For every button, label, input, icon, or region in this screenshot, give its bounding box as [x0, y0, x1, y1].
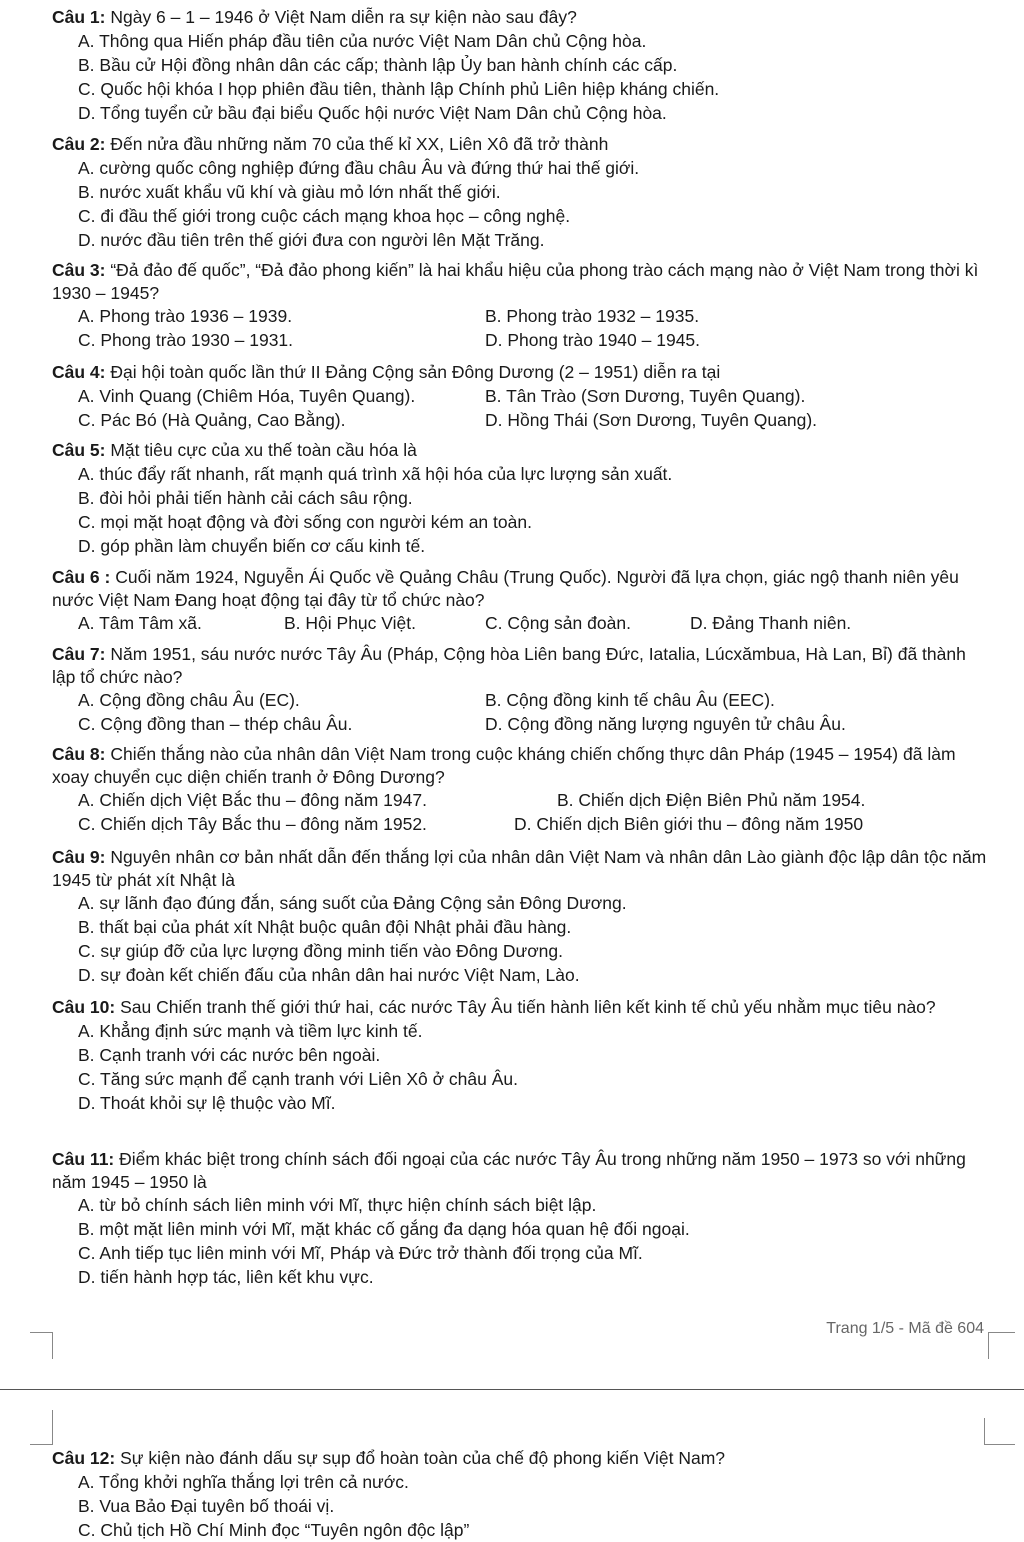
question-stem	[0, 643, 1024, 688]
question-stem	[0, 996, 1024, 1019]
question-1	[0, 6, 1024, 125]
option-a: A. sự lãnh đạo đúng đắn, sáng suốt của Đảng Cộng sản Đông Dương.	[78, 893, 627, 913]
question-text: Sự kiện nào đánh dấu sự sụp đổ hoàn toàn của chế độ phong kiến Việt Nam?	[115, 1448, 726, 1468]
option-d: D. tiến hành hợp tác, liên kết khu vực.	[78, 1267, 374, 1287]
option-a: A. Cộng đồng châu Âu (EC).	[78, 690, 300, 710]
option-a: A. Khẳng định sức mạnh và tiềm lực kinh tế.	[78, 1020, 423, 1041]
question-5	[0, 439, 1024, 558]
option-b: B. Chiến dịch Điện Biên Phủ năm 1954.	[557, 790, 866, 810]
question-3	[0, 259, 1024, 352]
question-10	[0, 996, 1024, 1115]
page-break-line	[0, 1389, 1024, 1390]
question-stem	[0, 259, 1024, 304]
option-b: B. Cộng đồng kinh tế châu Âu (EEC).	[485, 690, 775, 710]
question-text: Cuối năm 1924, Nguyễn Ái Quốc về Quảng Châu (Trung Quốc). Người đã lựa chọn, giác ngộ thanh niên yêu nước Việt Nam Đang hoạt động tại đây từ tổ chức nào?	[52, 567, 959, 610]
option-c: C. đi đầu thế giới trong cuộc cách mạng khoa học – công nghệ.	[78, 205, 571, 226]
option-a: A. Tâm Tâm xã.	[78, 613, 202, 633]
option-c: C. Cộng đồng than – thép châu Âu.	[78, 714, 353, 734]
question-6	[0, 566, 1024, 635]
question-11	[0, 1148, 1024, 1289]
question-stem	[0, 846, 1024, 891]
option-c: C. Quốc hội khóa I họp phiên đầu tiên, thành lập Chính phủ Liên hiệp kháng chiến.	[78, 78, 720, 99]
option-a: A. thúc đẩy rất nhanh, rất mạnh quá trình xã hội hóa của lực lượng sản xuất.	[78, 463, 673, 484]
option-a: A. Thông qua Hiến pháp đầu tiên của nước Việt Nam Dân chủ Cộng hòa.	[78, 30, 647, 51]
option-c: C. Pác Bó (Hà Quảng, Cao Bằng).	[78, 409, 346, 430]
option-b: B. một mặt liên minh với Mĩ, mặt khác cố gắng đa dạng hóa quan hệ đối ngoại.	[78, 1219, 690, 1239]
option-b: B. thất bại của phát xít Nhật buộc quân đội Nhật phải đầu hàng.	[78, 917, 572, 937]
option-d: D. Tổng tuyển cử bầu đại biểu Quốc hội nước Việt Nam Dân chủ Cộng hòa.	[78, 102, 667, 123]
question-label: Câu 10:	[52, 997, 116, 1017]
question-12	[0, 1447, 1024, 1542]
question-text: “Đả đảo đế quốc”, “Đả đảo phong kiến” là hai khẩu hiệu của phong trào cách mạng nào ở Việt Nam trong thời kì 1930 – 1945?	[52, 260, 979, 303]
question-9	[0, 846, 1024, 987]
question-text: Chiến thắng nào của nhân dân Việt Nam trong cuộc kháng chiến chống thực dân Pháp (1945 – 1954) đã làm xoay chuyển cục diện chiến tranh ở Đông Dương?	[52, 744, 956, 787]
option-d: D. Phong trào 1940 – 1945.	[485, 330, 701, 350]
question-label: Câu 6 :	[52, 567, 111, 587]
question-text: Ngày 6 – 1 – 1946 ở Việt Nam diễn ra sự kiện nào sau đây?	[105, 7, 577, 27]
option-c: C. Chủ tịch Hồ Chí Minh đọc “Tuyên ngôn độc lập”	[78, 1519, 470, 1540]
option-d: D. Hồng Thái (Sơn Dương, Tuyên Quang).	[485, 409, 818, 430]
option-a: A. từ bỏ chính sách liên minh với Mĩ, thực hiện chính sách biệt lập.	[78, 1195, 597, 1215]
question-label: Câu 3:	[52, 260, 106, 280]
option-b: B. Vua Bảo Đại tuyên bố thoái vị.	[78, 1495, 335, 1516]
question-text: Nguyên nhân cơ bản nhất dẫn đến thắng lợi của nhân dân Việt Nam và nhân dân Lào giành độc lập dân tộc năm 1945 từ phát xít Nhật là	[52, 847, 987, 890]
question-4	[0, 361, 1024, 432]
option-c: C. sự giúp đỡ của lực lượng đồng minh tiến vào Đông Dương.	[78, 941, 564, 961]
question-text: Năm 1951, sáu nước nước Tây Âu (Pháp, Cộng hòa Liên bang Đức, Iatalia, Lúcxămbua, Hà Lan, Bỉ) đã thành lập tổ chức nào?	[52, 644, 966, 687]
option-d: D. nước đầu tiên trên thế giới đưa con người lên Mặt Trăng.	[78, 229, 545, 250]
option-c: C. Anh tiếp tục liên minh với Mĩ, Pháp và Đức trở thành đối trọng của Mĩ.	[78, 1243, 643, 1263]
question-label: Câu 11:	[52, 1149, 115, 1169]
option-a: A. Phong trào 1936 – 1939.	[78, 306, 293, 326]
crop-mark	[30, 1332, 53, 1359]
question-text: Sau Chiến tranh thế giới thứ hai, các nước Tây Âu tiến hành liên kết kinh tế chủ yếu nhằm mục tiêu nào?	[115, 997, 936, 1017]
option-d: D. Đảng Thanh niên.	[690, 613, 852, 633]
option-b: B. đòi hỏi phải tiến hành cải cách sâu rộng.	[78, 487, 413, 508]
option-c: C. mọi mặt hoạt động và đời sống con người kém an toàn.	[78, 511, 532, 532]
question-label: Câu 1:	[52, 7, 106, 27]
question-stem	[0, 566, 1024, 611]
question-stem	[0, 6, 1024, 29]
option-b: B. Phong trào 1932 – 1935.	[485, 306, 700, 326]
option-b: B. nước xuất khẩu vũ khí và giàu mỏ lớn nhất thế giới.	[78, 181, 501, 202]
crop-mark	[988, 1332, 1015, 1359]
option-a: A. cường quốc công nghiệp đứng đầu châu Âu và đứng thứ hai thế giới.	[78, 157, 640, 178]
question-stem	[0, 439, 1024, 462]
question-stem	[0, 1447, 1024, 1470]
question-text: Mặt tiêu cực của xu thế toàn cầu hóa là	[105, 440, 417, 460]
question-8	[0, 743, 1024, 836]
question-label: Câu 5:	[52, 440, 106, 460]
option-b: B. Tân Trào (Sơn Dương, Tuyên Quang).	[485, 385, 806, 406]
question-stem	[0, 743, 1024, 788]
option-b: B. Bầu cử Hội đồng nhân dân các cấp; thành lập Ủy ban hành chính các cấp.	[78, 54, 678, 75]
question-stem	[0, 133, 1024, 156]
question-label: Câu 12:	[52, 1448, 116, 1468]
option-a: A. Tổng khởi nghĩa thắng lợi trên cả nước.	[78, 1471, 409, 1492]
option-d: D. góp phần làm chuyển biến cơ cấu kinh tế.	[78, 535, 426, 556]
question-label: Câu 2:	[52, 134, 106, 154]
option-d: D. sự đoàn kết chiến đấu của nhân dân hai nước Việt Nam, Lào.	[78, 965, 580, 985]
question-text: Đến nửa đầu những năm 70 của thế kỉ XX, Liên Xô đã trở thành	[105, 134, 609, 154]
option-c: C. Cộng sản đoàn.	[485, 613, 631, 633]
question-stem	[0, 361, 1024, 384]
question-label: Câu 8:	[52, 744, 106, 764]
option-c: C. Tăng sức mạnh để cạnh tranh với Liên Xô ở châu Âu.	[78, 1068, 519, 1089]
option-c: C. Chiến dịch Tây Bắc thu – đông năm 1952.	[78, 814, 427, 834]
option-a: A. Chiến dịch Việt Bắc thu – đông năm 1947.	[78, 790, 427, 810]
question-7	[0, 643, 1024, 736]
option-d: D. Cộng đồng năng lượng nguyên tử châu Âu.	[485, 714, 846, 734]
question-label: Câu 4:	[52, 362, 106, 382]
crop-mark	[984, 1418, 1015, 1445]
question-text: Đại hội toàn quốc lần thứ II Đảng Cộng sản Đông Dương (2 – 1951) diễn ra tại	[105, 362, 721, 382]
option-c: C. Phong trào 1930 – 1931.	[78, 330, 294, 350]
option-d: D. Thoát khỏi sự lệ thuộc vào Mĩ.	[78, 1092, 336, 1113]
question-2	[0, 133, 1024, 252]
question-label: Câu 7:	[52, 644, 106, 664]
question-stem	[0, 1148, 1024, 1193]
option-a: A. Vinh Quang (Chiêm Hóa, Tuyên Quang).	[78, 385, 416, 406]
question-label: Câu 9:	[52, 847, 106, 867]
option-b: B. Cạnh tranh với các nước bên ngoài.	[78, 1044, 381, 1065]
option-b: B. Hội Phục Việt.	[284, 613, 416, 633]
page-footer: Trang 1/5 - Mã đề 604	[826, 1320, 984, 1337]
crop-mark	[30, 1410, 53, 1445]
option-d: D. Chiến dịch Biên giới thu – đông năm 1950	[514, 814, 864, 834]
question-text: Điểm khác biệt trong chính sách đối ngoại của các nước Tây Âu trong những năm 1950 – 1973 so với những năm 1945 – 1950 là	[52, 1149, 966, 1192]
